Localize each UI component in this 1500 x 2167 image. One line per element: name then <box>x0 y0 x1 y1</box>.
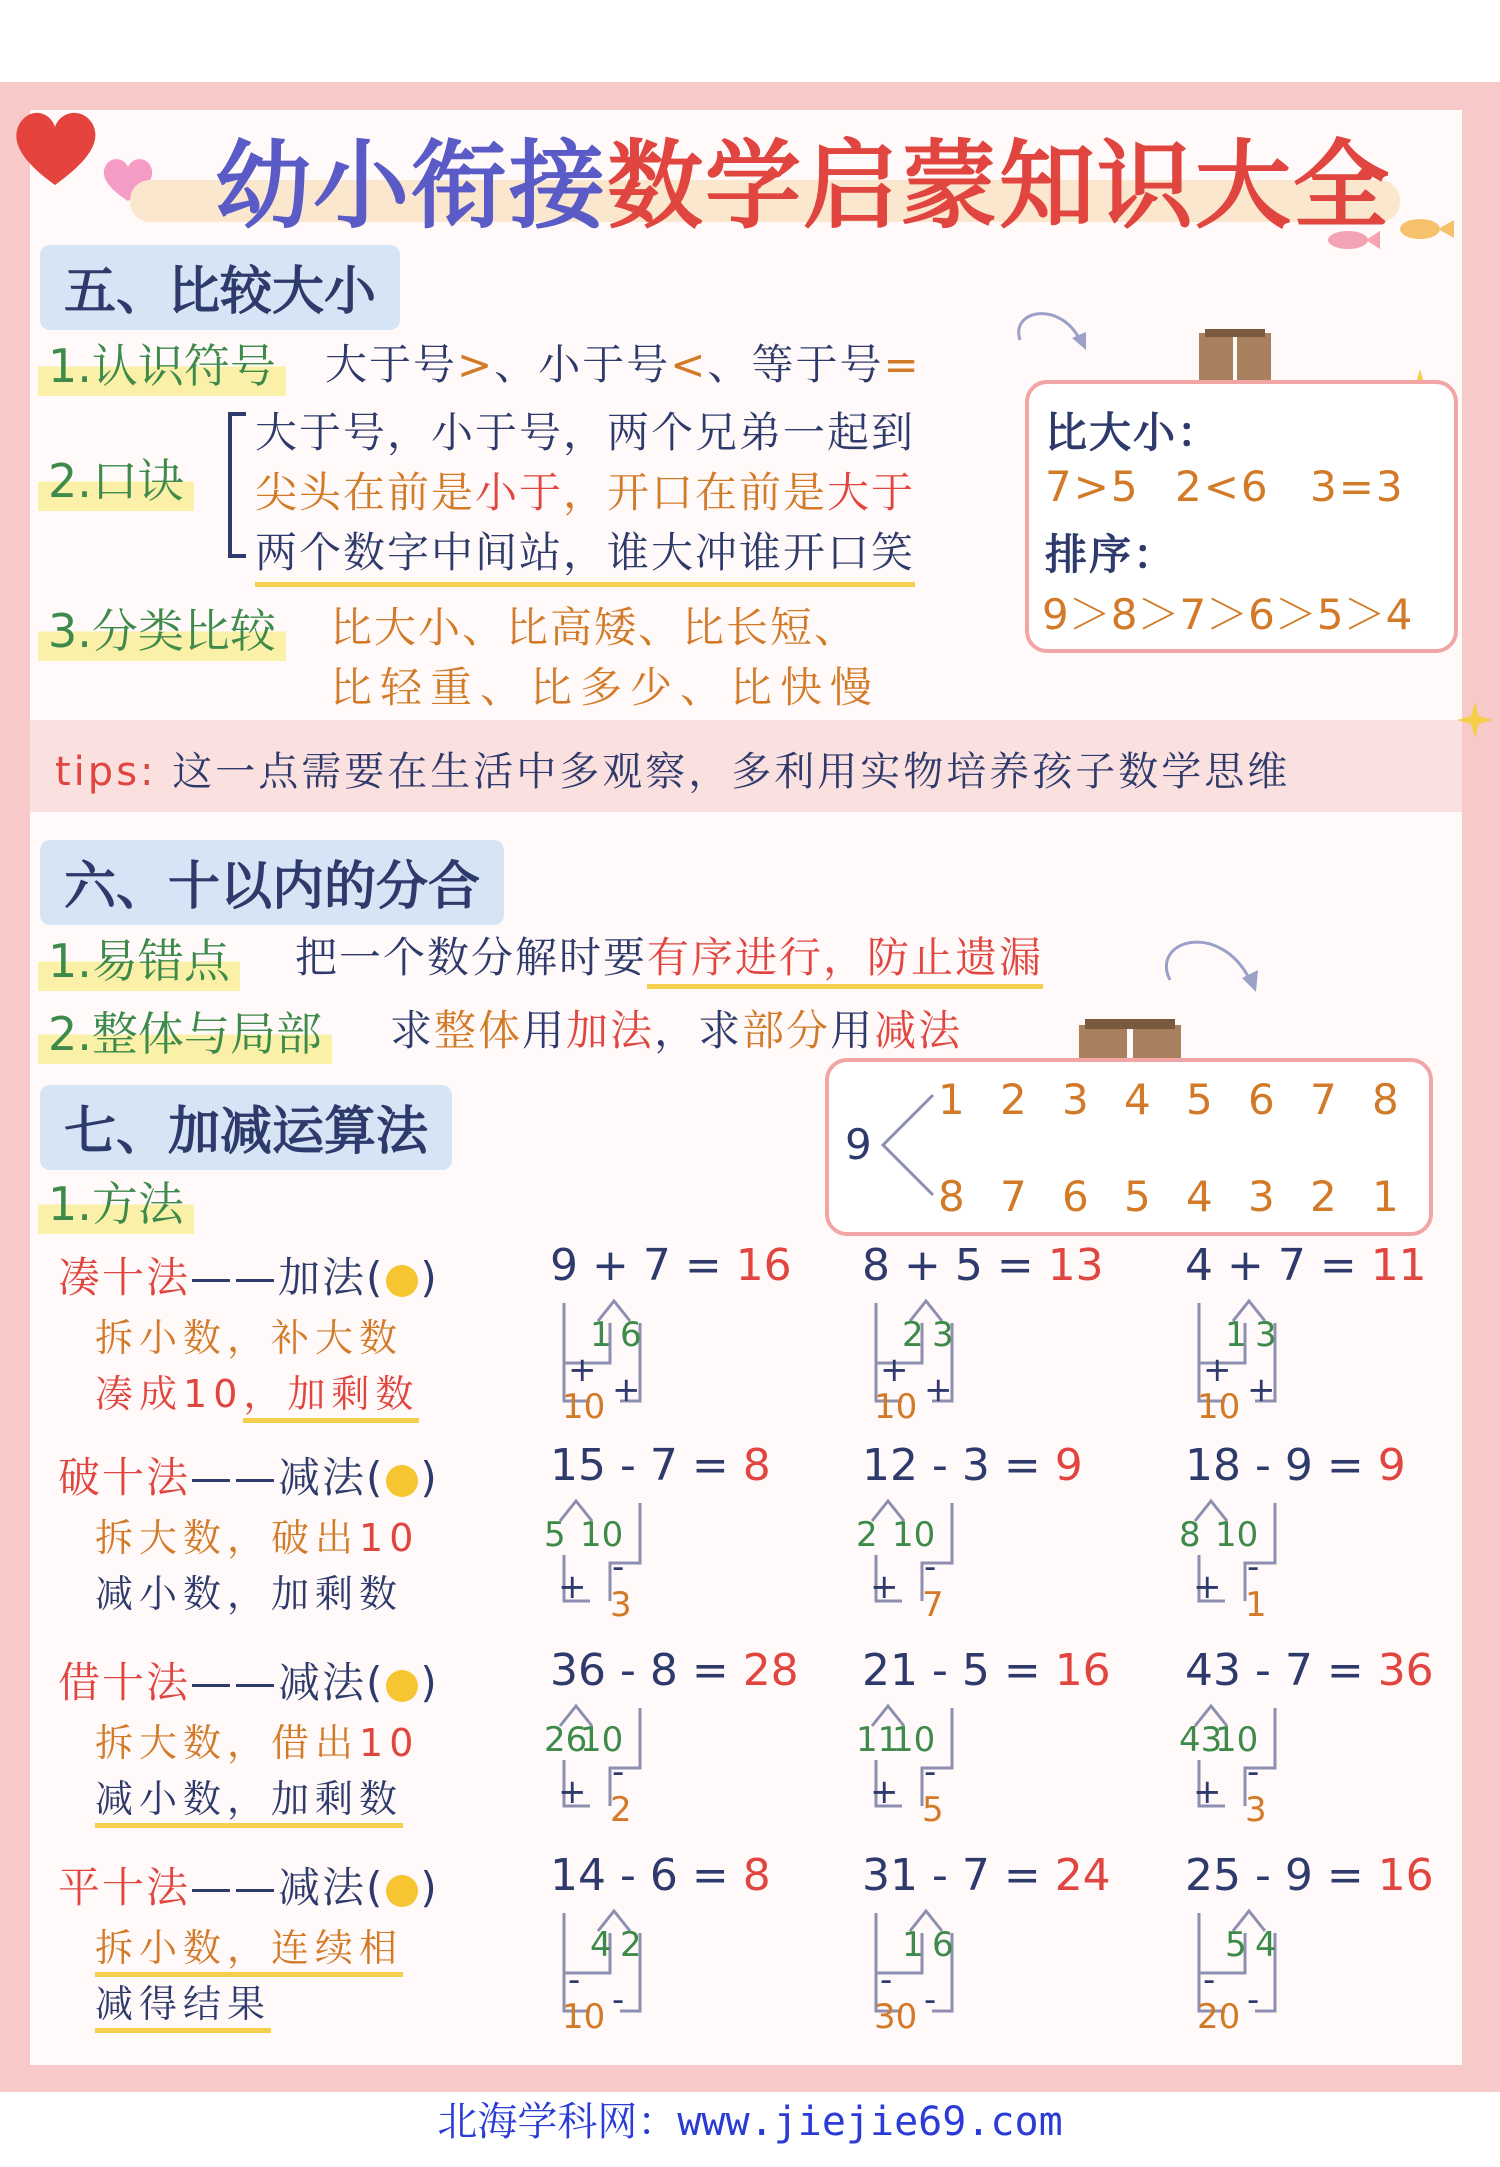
example-result: 36 <box>1377 1645 1434 1696</box>
split-b: 10 <box>580 1515 624 1555</box>
split-b: 2 <box>620 1925 642 1965</box>
sign-2: + <box>924 1370 953 1410</box>
title-part2: 数学启蒙知识大全 <box>607 130 1391 242</box>
example-expr: 14 - 6 = <box>550 1850 729 1901</box>
method-close: ) <box>420 1253 439 1302</box>
line1a: 拆大数，破出 <box>95 1516 360 1560</box>
star-icon <box>386 1875 418 1907</box>
example-equation <box>550 1645 799 1696</box>
sign-2: - <box>924 1752 937 1792</box>
method-title <box>58 1650 439 1710</box>
partial-value: 3 <box>610 1585 632 1625</box>
compare-line2: 比轻重、比多少、比快慢 <box>330 663 881 712</box>
page-title <box>215 110 1391 247</box>
example-result: 11 <box>1370 1240 1427 1291</box>
example-result: 16 <box>735 1240 792 1291</box>
example-equation <box>1185 1645 1434 1696</box>
partial-value: 10 <box>1197 1387 1241 1427</box>
split-a: 5 <box>1225 1925 1247 1965</box>
example-result: 16 <box>1054 1645 1111 1696</box>
rhyme-line2b: 小于 <box>475 468 564 517</box>
section6-item2-label: 2.整体与局部 <box>38 998 332 1064</box>
method-open: ( <box>366 1253 385 1302</box>
footer-url: 北海学科网：www.jiejie69.com <box>437 2099 1063 2145</box>
method-op: 减法 <box>278 1863 367 1912</box>
example-expr: 15 - 7 = <box>550 1440 729 1491</box>
sign-1: - <box>1203 1960 1216 2000</box>
method-close: ) <box>420 1453 439 1502</box>
method-dash: —— <box>190 1863 279 1912</box>
split-a: 5 <box>544 1515 566 1555</box>
split-bottom-number: 7 <box>1000 1172 1027 1221</box>
example-expr: 31 - 7 = <box>862 1850 1041 1901</box>
example-result: 8 <box>742 1850 771 1901</box>
sign-1: + <box>880 1350 909 1390</box>
sparkle-icon <box>1455 700 1495 740</box>
method-line1 <box>95 1712 419 1767</box>
section7-item1-label: 1.方法 <box>38 1168 194 1234</box>
example-equation <box>550 1850 771 1901</box>
section5-item3-label: 3.分类比较 <box>38 595 286 661</box>
partial-value: 7 <box>922 1585 944 1625</box>
split-bottom-number: 1 <box>1372 1172 1399 1221</box>
split-a: 43 <box>1179 1720 1223 1760</box>
star-icon <box>386 1465 418 1497</box>
line1-text: 拆小数，连续相 <box>95 1926 403 1977</box>
section6-item1-plain: 把一个数分解时要 <box>295 933 648 982</box>
title-part1: 幼小衔接 <box>215 130 607 242</box>
split-top-number: 8 <box>1372 1075 1399 1124</box>
example-equation <box>550 1240 792 1291</box>
compare-example-3: 3=3 <box>1310 462 1405 511</box>
example-equation <box>862 1240 1104 1291</box>
method-line1 <box>95 1307 403 1362</box>
split-top-number: 4 <box>1124 1075 1151 1124</box>
split-a: 26 <box>544 1720 588 1760</box>
sign-2: - <box>924 1547 937 1587</box>
example-expr: 25 - 9 = <box>1185 1850 1364 1901</box>
sign-2: - <box>924 1980 937 2020</box>
partial-value: 30 <box>874 1997 918 2037</box>
example-result: 16 <box>1377 1850 1434 1901</box>
line2a: 凑成 <box>95 1372 184 1416</box>
rhyme-line2c: ，开口在前是 <box>563 468 828 517</box>
rhyme-line2a: 尖头在前是 <box>255 468 476 517</box>
sign-2: - <box>612 1547 625 1587</box>
partial-value: 10 <box>874 1387 918 1427</box>
split-top-number: 7 <box>1310 1075 1337 1124</box>
sign-2: - <box>612 1752 625 1792</box>
method-open: ( <box>366 1453 385 1502</box>
partial-value: 1 <box>1245 1585 1267 1625</box>
section6-item2-text <box>390 998 962 1058</box>
section5-item2-label: 2.口诀 <box>38 445 194 511</box>
split-top-number: 6 <box>1248 1075 1275 1124</box>
sort-title: 排序： <box>1045 530 1178 579</box>
equal-symbol: = <box>883 340 921 389</box>
whole-part-d: 加法 <box>566 1006 655 1055</box>
whole-part-g: 用 <box>830 1006 875 1055</box>
method-dash: —— <box>190 1253 279 1302</box>
sign-2: + <box>1247 1370 1276 1410</box>
section6-item1-highlight: 有序进行，防止遗漏 <box>647 933 1043 989</box>
sign-1: + <box>558 1772 587 1812</box>
split-a: 11 <box>856 1720 900 1760</box>
whole-part-a: 求 <box>390 1006 435 1055</box>
split-a: 1 <box>1225 1315 1247 1355</box>
sign-1: + <box>870 1567 899 1607</box>
split-bottom-number: 4 <box>1186 1172 1213 1221</box>
example-result: 28 <box>742 1645 799 1696</box>
example-equation <box>1185 1440 1406 1491</box>
example-result: 9 <box>1054 1440 1083 1491</box>
method-dash: —— <box>190 1658 279 1707</box>
partial-value: 3 <box>1245 1790 1267 1830</box>
heart-icon <box>10 105 100 190</box>
method-line2 <box>95 1563 403 1618</box>
method-title <box>58 1445 439 1505</box>
method-line1 <box>95 1507 419 1562</box>
example-equation <box>862 1440 1083 1491</box>
split-top-number: 1 <box>938 1075 965 1124</box>
tips-label: tips: <box>55 749 157 795</box>
split-bottom-number: 2 <box>1310 1172 1337 1221</box>
equal-label: 、等于号 <box>707 340 884 389</box>
rhyme-line1: 大于号，小于号，两个兄弟一起到 <box>255 408 916 457</box>
less-symbol: < <box>670 340 708 389</box>
split-bottom-number: 5 <box>1124 1172 1151 1221</box>
example-result: 9 <box>1377 1440 1406 1491</box>
compare-example-2: 2<6 <box>1175 462 1270 511</box>
split-b: 6 <box>620 1315 642 1355</box>
example-expr: 21 - 5 = <box>862 1645 1041 1696</box>
whole-part-c: 用 <box>522 1006 567 1055</box>
partial-value: 10 <box>562 1997 606 2037</box>
tips-content: 这一点需要在生活中多观察，多利用实物培养孩子数学思维 <box>172 749 1291 795</box>
rhyme-line2d: 大于 <box>827 468 916 517</box>
sign-1: - <box>568 1960 581 2000</box>
method-close: ) <box>420 1863 439 1912</box>
sign-1: + <box>1203 1350 1232 1390</box>
split-b: 10 <box>1215 1515 1259 1555</box>
split-b: 10 <box>892 1720 936 1760</box>
example-expr: 36 - 8 = <box>550 1645 729 1696</box>
method-open: ( <box>366 1658 385 1707</box>
compare-line1: 比大小、比高矮、比长短、 <box>330 603 859 652</box>
line2-text: 减小数，加剩数 <box>95 1777 403 1828</box>
split-a: 1 <box>590 1315 612 1355</box>
split-bottom-number: 6 <box>1062 1172 1089 1221</box>
rhyme-line2 <box>255 460 915 520</box>
arrow-icon <box>1000 300 1100 380</box>
example-expr: 4 + 7 = <box>1185 1240 1357 1291</box>
split-b: 10 <box>580 1720 624 1760</box>
partial-value: 5 <box>922 1790 944 1830</box>
partial-value: 20 <box>1197 1997 1241 2037</box>
section5-heading: 五、比较大小 <box>40 245 400 330</box>
sign-1: + <box>1193 1567 1222 1607</box>
sign-2: - <box>612 1980 625 2020</box>
tips-text <box>55 740 1290 797</box>
greater-label: 大于号 <box>325 340 458 389</box>
example-equation <box>862 1645 1111 1696</box>
arrow-icon <box>1150 920 1270 1030</box>
section5-item1-text <box>325 332 921 392</box>
split-whole: 9 <box>845 1120 872 1169</box>
partial-value: 2 <box>610 1790 632 1830</box>
example-result: 24 <box>1054 1850 1111 1901</box>
method-op: 加法 <box>278 1253 367 1302</box>
split-a: 2 <box>856 1515 878 1555</box>
method-line2 <box>95 1363 419 1418</box>
split-a: 1 <box>902 1925 924 1965</box>
section6-item1-text <box>295 925 1043 985</box>
example-expr: 12 - 3 = <box>862 1440 1041 1491</box>
split-lines-icon <box>878 1090 938 1200</box>
split-top-number: 3 <box>1062 1075 1089 1124</box>
example-result: 8 <box>742 1440 771 1491</box>
sign-1: + <box>870 1772 899 1812</box>
less-label: 、小于号 <box>494 340 671 389</box>
split-b: 4 <box>1255 1925 1277 1965</box>
method-title <box>58 1245 439 1305</box>
split-b: 6 <box>932 1925 954 1965</box>
sign-2: - <box>1247 1752 1260 1792</box>
section6-item1-label: 1.易错点 <box>38 925 240 991</box>
sign-1: + <box>1193 1772 1222 1812</box>
line2-text: 减得结果 <box>95 1982 271 2033</box>
whole-part-f: 部分 <box>742 1006 831 1055</box>
greater-symbol: > <box>457 340 495 389</box>
sort-line: 9＞8＞7＞6＞5＞4 <box>1042 590 1413 639</box>
example-equation <box>550 1440 771 1491</box>
whole-part-b: 整体 <box>434 1006 523 1055</box>
sign-1: + <box>568 1350 597 1390</box>
split-bottom-number: 3 <box>1248 1172 1275 1221</box>
line2b: 10 <box>183 1372 244 1416</box>
split-a: 4 <box>590 1925 612 1965</box>
rhyme-line3: 两个数字中间站，谁大冲谁开口笑 <box>255 520 915 587</box>
example-expr: 43 - 7 = <box>1185 1645 1364 1696</box>
sign-2: - <box>1247 1547 1260 1587</box>
line2c: ，加剩数 <box>243 1372 419 1423</box>
partial-value: 10 <box>562 1387 606 1427</box>
section5-item1-label: 1.认识符号 <box>38 330 286 396</box>
split-b: 3 <box>932 1315 954 1355</box>
star-icon <box>386 1670 418 1702</box>
method-name: 破十法 <box>58 1453 191 1502</box>
split-top-number: 5 <box>1186 1075 1213 1124</box>
split-a: 2 <box>902 1315 924 1355</box>
method-line2 <box>95 1973 271 2028</box>
split-bottom-number: 8 <box>938 1172 965 1221</box>
split-b: 3 <box>1255 1315 1277 1355</box>
example-expr: 8 + 5 = <box>862 1240 1034 1291</box>
example-result: 13 <box>1047 1240 1104 1291</box>
method-line1 <box>95 1917 403 1972</box>
whole-part-e: ，求 <box>654 1006 743 1055</box>
method-open: ( <box>366 1863 385 1912</box>
method-name: 借十法 <box>58 1658 191 1707</box>
example-equation <box>1185 1850 1434 1901</box>
line2-text: 减小数，加剩数 <box>95 1572 404 1616</box>
line1a: 拆大数，借出 <box>95 1721 360 1765</box>
method-op: 减法 <box>278 1658 367 1707</box>
whole-part-h: 减法 <box>874 1006 963 1055</box>
split-top-number: 2 <box>1000 1075 1027 1124</box>
split-a: 8 <box>1179 1515 1201 1555</box>
method-name: 平十法 <box>58 1863 191 1912</box>
section7-heading: 七、加减运算法 <box>40 1085 452 1170</box>
compare-box-title: 比大小： <box>1045 408 1222 457</box>
method-title <box>58 1855 439 1915</box>
bracket-icon <box>222 410 252 560</box>
sign-1: + <box>558 1567 587 1607</box>
line1-text: 拆小数，补大数 <box>95 1316 404 1360</box>
section6-heading: 六、十以内的分合 <box>40 840 504 925</box>
star-icon <box>386 1265 418 1297</box>
split-b: 10 <box>1215 1720 1259 1760</box>
method-close: ) <box>420 1658 439 1707</box>
example-equation <box>862 1850 1111 1901</box>
line1b: 10 <box>359 1516 420 1560</box>
method-name: 凑十法 <box>58 1253 191 1302</box>
example-expr: 18 - 9 = <box>1185 1440 1364 1491</box>
method-dash: —— <box>190 1453 279 1502</box>
line1b: 10 <box>359 1721 420 1765</box>
compare-example-1: 7>5 <box>1045 462 1140 511</box>
sign-1: - <box>880 1960 893 2000</box>
example-equation <box>1185 1240 1427 1291</box>
sign-2: + <box>612 1370 641 1410</box>
method-op: 减法 <box>278 1453 367 1502</box>
example-expr: 9 + 7 = <box>550 1240 722 1291</box>
sign-2: - <box>1247 1980 1260 2020</box>
method-line2 <box>95 1768 403 1823</box>
split-b: 10 <box>892 1515 936 1555</box>
